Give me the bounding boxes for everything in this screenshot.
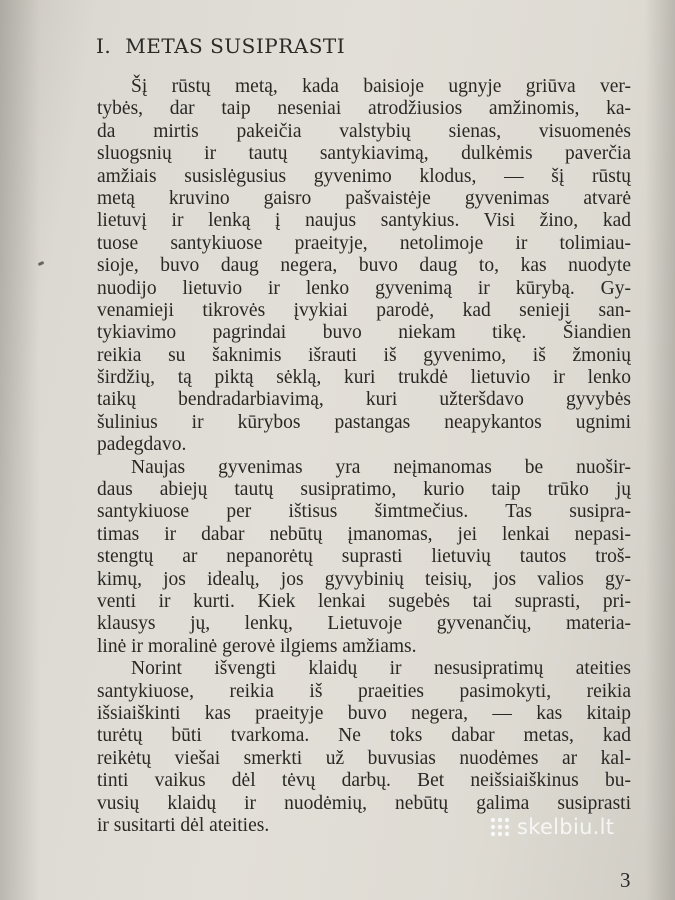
- text-line: išsiaiškinti kas praeityje buvo negera, — kas kitaip: [97, 702, 631, 724]
- text-line: Šį rūstų metą, kada baisioje ugnyje griūva ver-: [131, 76, 631, 97]
- text-line: turėtų būti tvarkoma. Ne toks dabar metas, kad: [97, 725, 631, 747]
- paragraph: [97, 457, 631, 659]
- text-line: timas ir dabar nebūtų įmanomas, jei lenkai nepasi-: [97, 523, 631, 545]
- text-line: širdžių, tą piktą sėklą, kuri trukdė lietuvio ir lenko: [97, 367, 631, 389]
- text-line: tuose santykiuose praeityje, netolimoje ir tolimiau-: [97, 232, 631, 254]
- text-line: da mirtis pakeičia valstybių sienas, visuomenės: [97, 120, 631, 142]
- text-line: taikų bendradarbiavimą, kuri užteršdavo gyvybės: [97, 389, 631, 411]
- text-line: Norint išvengti klaidų ir nesusipratimų ateities: [131, 658, 631, 680]
- text-line: santykiuose per ištisus šimtmečius. Tas susipra-: [97, 501, 631, 523]
- text-line: nuodijo lietuvio ir lenko gyvenimą ir kūrybą. Gy-: [97, 277, 631, 299]
- text-line: lietuvį ir lenką į naujus santykius. Visi žino, kad: [97, 210, 631, 232]
- text-line: venamieji tikrovės įvykiai parodė, kad senieji san-: [97, 299, 631, 321]
- page-shadow-right: [645, 0, 675, 900]
- dots-grid-icon: [489, 816, 511, 838]
- text-line: tybės, dar taip neseniai atrodžiusios amžinomis, ka-: [97, 98, 631, 120]
- text-line: daus abiejų tautų susipratimo, kurio taip trūko jų: [97, 479, 631, 501]
- text-line: padegdavo.: [97, 434, 187, 456]
- paragraph: [97, 658, 631, 837]
- chapter-title: METAS SUSIPRASTI: [125, 34, 346, 58]
- text-line: reikia su šaknimis išrauti iš gyvenimo, iš žmonių: [97, 344, 631, 366]
- text-line: santykiuose, reikia iš praeities pasimokyti, reikia: [97, 680, 631, 702]
- watermark: [489, 815, 614, 839]
- page-number: 3: [620, 868, 631, 892]
- text-line: tykiavimo pagrindai buvo niekam tikę. Šiandien: [97, 322, 631, 344]
- text-line: šulinius ir kūrybos pastangas neapykantos ugnimi: [97, 411, 631, 433]
- text-line: tinti vaikus dėl tėvų darbų. Bet neišsiaiškinus bu-: [97, 770, 631, 792]
- text-line: venti ir kurti. Kiek lenkai sugebės tai suprasti, pri-: [97, 590, 631, 612]
- body-text: [97, 76, 631, 837]
- text-line: kimų, jos idealų, jos gyvybinių teisių, jos valios gy-: [97, 568, 631, 590]
- text-line: sluogsnių ir tautų santykiavimą, dulkėmis paverčia: [97, 143, 631, 165]
- text-line: linė ir moralinė gerovė ilgiems amžiams.: [97, 635, 417, 657]
- text-line: Naujas gyvenimas yra neįmanomas be nuošir-: [131, 456, 631, 478]
- chapter-number: I.: [96, 34, 112, 58]
- text-line: ir susitarti dėl ateities.: [97, 814, 270, 836]
- text-line: stengtų ar nepanorėtų suprasti lietuvių tautos troš-: [97, 546, 631, 568]
- chapter-heading: [96, 34, 345, 58]
- text-line: metą kruvino gaisro pašvaistėje gyvenimas atvarė: [97, 187, 631, 209]
- paragraph: [97, 76, 631, 457]
- text-line: amžiais susislėgusius gyvenimo klodus, — šį rūstų: [97, 165, 631, 187]
- text-line: reikėtų viešai smerkti už buvusias nuodėmes ar kal-: [97, 747, 631, 769]
- text-line: klausys jų, lenkų, Lietuvoje gyvenančių, materia-: [97, 613, 631, 635]
- text-line: sioje, buvo daug negera, buvo daug to, kas nuodyte: [97, 255, 631, 277]
- text-line: vusių klaidų ir nuodėmių, nebūtų galima susiprasti: [97, 792, 631, 814]
- watermark-text: skelbiu.lt: [517, 815, 615, 839]
- paper-speck: [38, 261, 45, 266]
- page-shadow-left: [0, 0, 40, 900]
